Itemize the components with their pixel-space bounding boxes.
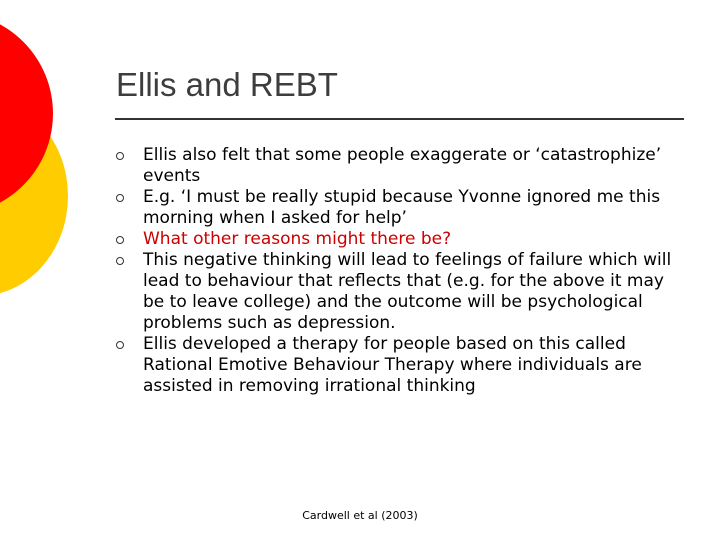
bullet-text: This negative thinking will lead to feelings of failure which will lead to behaviour that reflects that (e.g. for the above it may be to leave college) and the outcome will be psychological problems such as depression. [143,250,672,333]
circle-bullet-icon [116,194,124,202]
bullet-text: Ellis developed a therapy for people based on this called Rational Emotive Behaviour Therapy where individuals are assisted in removing irrational thinking [143,334,642,396]
bullet-item-highlighted [116,229,676,250]
circle-bullet-icon [116,236,124,244]
bullet-text: Ellis also felt that some people exaggerate or ‘catastrophize’ events [143,145,662,186]
bullet-text: E.g. ‘I must be really stupid because Yvonne ignored me this morning when I asked for help’ [143,187,661,228]
bullet-list [116,145,676,397]
bullet-item [116,250,676,334]
title-underline [115,118,684,120]
circle-bullet-icon [116,257,124,265]
citation-footer: Cardwell et al (2003) [302,509,418,522]
circle-bullet-icon [116,152,124,160]
bullet-text: What other reasons might there be? [143,229,452,249]
slide-title: Ellis and REBT [116,66,338,103]
bullet-item [116,145,676,187]
circle-bullet-icon [116,341,124,349]
bullet-item [116,334,676,397]
bullet-item [116,187,676,229]
